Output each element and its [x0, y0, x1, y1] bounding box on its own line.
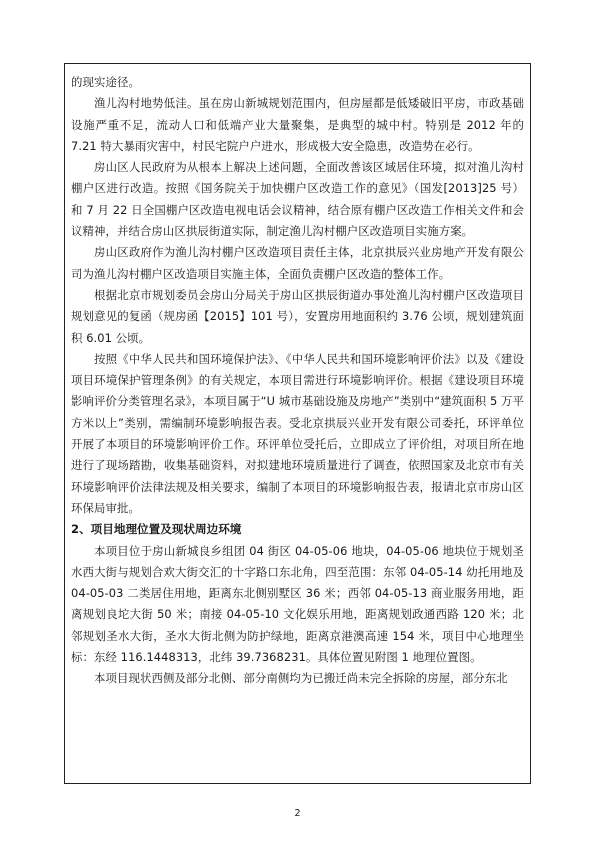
- paragraph: 根据北京市规划委员会房山分局关于房山区拱辰街道办事处渔儿沟村棚户区改造项目规划意见的复函（规房函【2015】101 号），安置房用地面积约 3.76 公顷，规划建筑面积 6.01 公顷。: [71, 287, 524, 345]
- page-number: 2: [294, 808, 301, 819]
- document-body: [65, 64, 530, 690]
- paragraph: 的现实途径。: [71, 75, 140, 89]
- document-frame: [64, 63, 531, 784]
- paragraphs-before-section: [71, 72, 524, 519]
- paragraphs-after-section: [71, 541, 524, 690]
- paragraph: 房山区政府作为渔儿沟村棚户区改造项目责任主体，北京拱辰兴业房地产开发有限公司为渔儿沟村棚户区改造项目实施主体，全面负责棚户区改造的整体工作。: [71, 245, 524, 281]
- paragraph: 按照《中华人民共和国环境保护法》、《中华人民共和国环境影响评价法》以及《建设项目环境保护管理条例》的有关规定，本项目需进行环境影响评价。根据《建设项目环境影响评价分类管理名录》，本项目属于“U 城市基础设施及房地产”类别中“建筑面积 5 万平方米以上”类别，需编制环境影响报告表。受北京拱辰兴业开发有限公司委托，环评单位开展了本项目的环境影响评价工作。环评单位受托后，立即成立了评价组，对项目所在地进行了现场踏勘，收集基础资料，对拟建地环境质量进行了调查，依照国家及北京市有关环境影响评价法律法规及相关要求，编制了本项目的环境影响报告表，报请北京市房山区环保局审批。: [71, 351, 524, 515]
- section-heading: 2、项目地理位置及现状周边环境: [71, 522, 242, 537]
- paragraph: 本项目现状西侧及部分北侧、部分南侧均为已搬迁尚未完全拆除的房屋，部分东北: [94, 671, 508, 686]
- paragraph: 渔儿沟村地势低洼。虽在房山新城规划范围内，但房屋都是低矮破旧平房，市政基础设施严重不足，流动人口和低端产业大量聚集，是典型的城中村。特别是 2012 年的 7.21 特大暴雨灾害中，村民宅院户户进水，形成极大安全隐患，改造势在必行。: [71, 96, 524, 153]
- paragraph: 房山区人民政府为从根本上解决上述问题，全面改善该区域居住环境，拟对渔儿沟村棚户区进行改造。按照《国务院关于加快棚户区改造工作的意见》（国发[2013]25 号）和 7 月 22 日全国棚户区改造电视电话会议精神，结合原有棚户区改造工作相关文件和会议精神，并结合房山区拱辰街道实际，制定渔儿沟村棚户区改造项目实施方案。: [71, 160, 524, 239]
- paragraph: 本项目位于房山新城良乡组团 04 街区 04-05-06 地块，04-05-06 地块位于规划圣水西大街与规划合欢大街交汇的十字路口东北角，四至范围：东邻 04-05-14 幼托用地及 04-05-03 二类居住用地，距离东北侧别墅区 36 米；西邻 04-05-13 商业服务用地，距离规划良坨大街 50 米；南接 04-05-10 文化娱乐用地，距离规划政通西路 120 米；北邻规划圣水大街，圣水大街北侧为防护绿地，距离京港澳高速 154 米，项目中心地理坐标：东经 116.1448313，北纬 39.7368231。具体位置见附图 1 地理位置图。: [71, 543, 524, 665]
